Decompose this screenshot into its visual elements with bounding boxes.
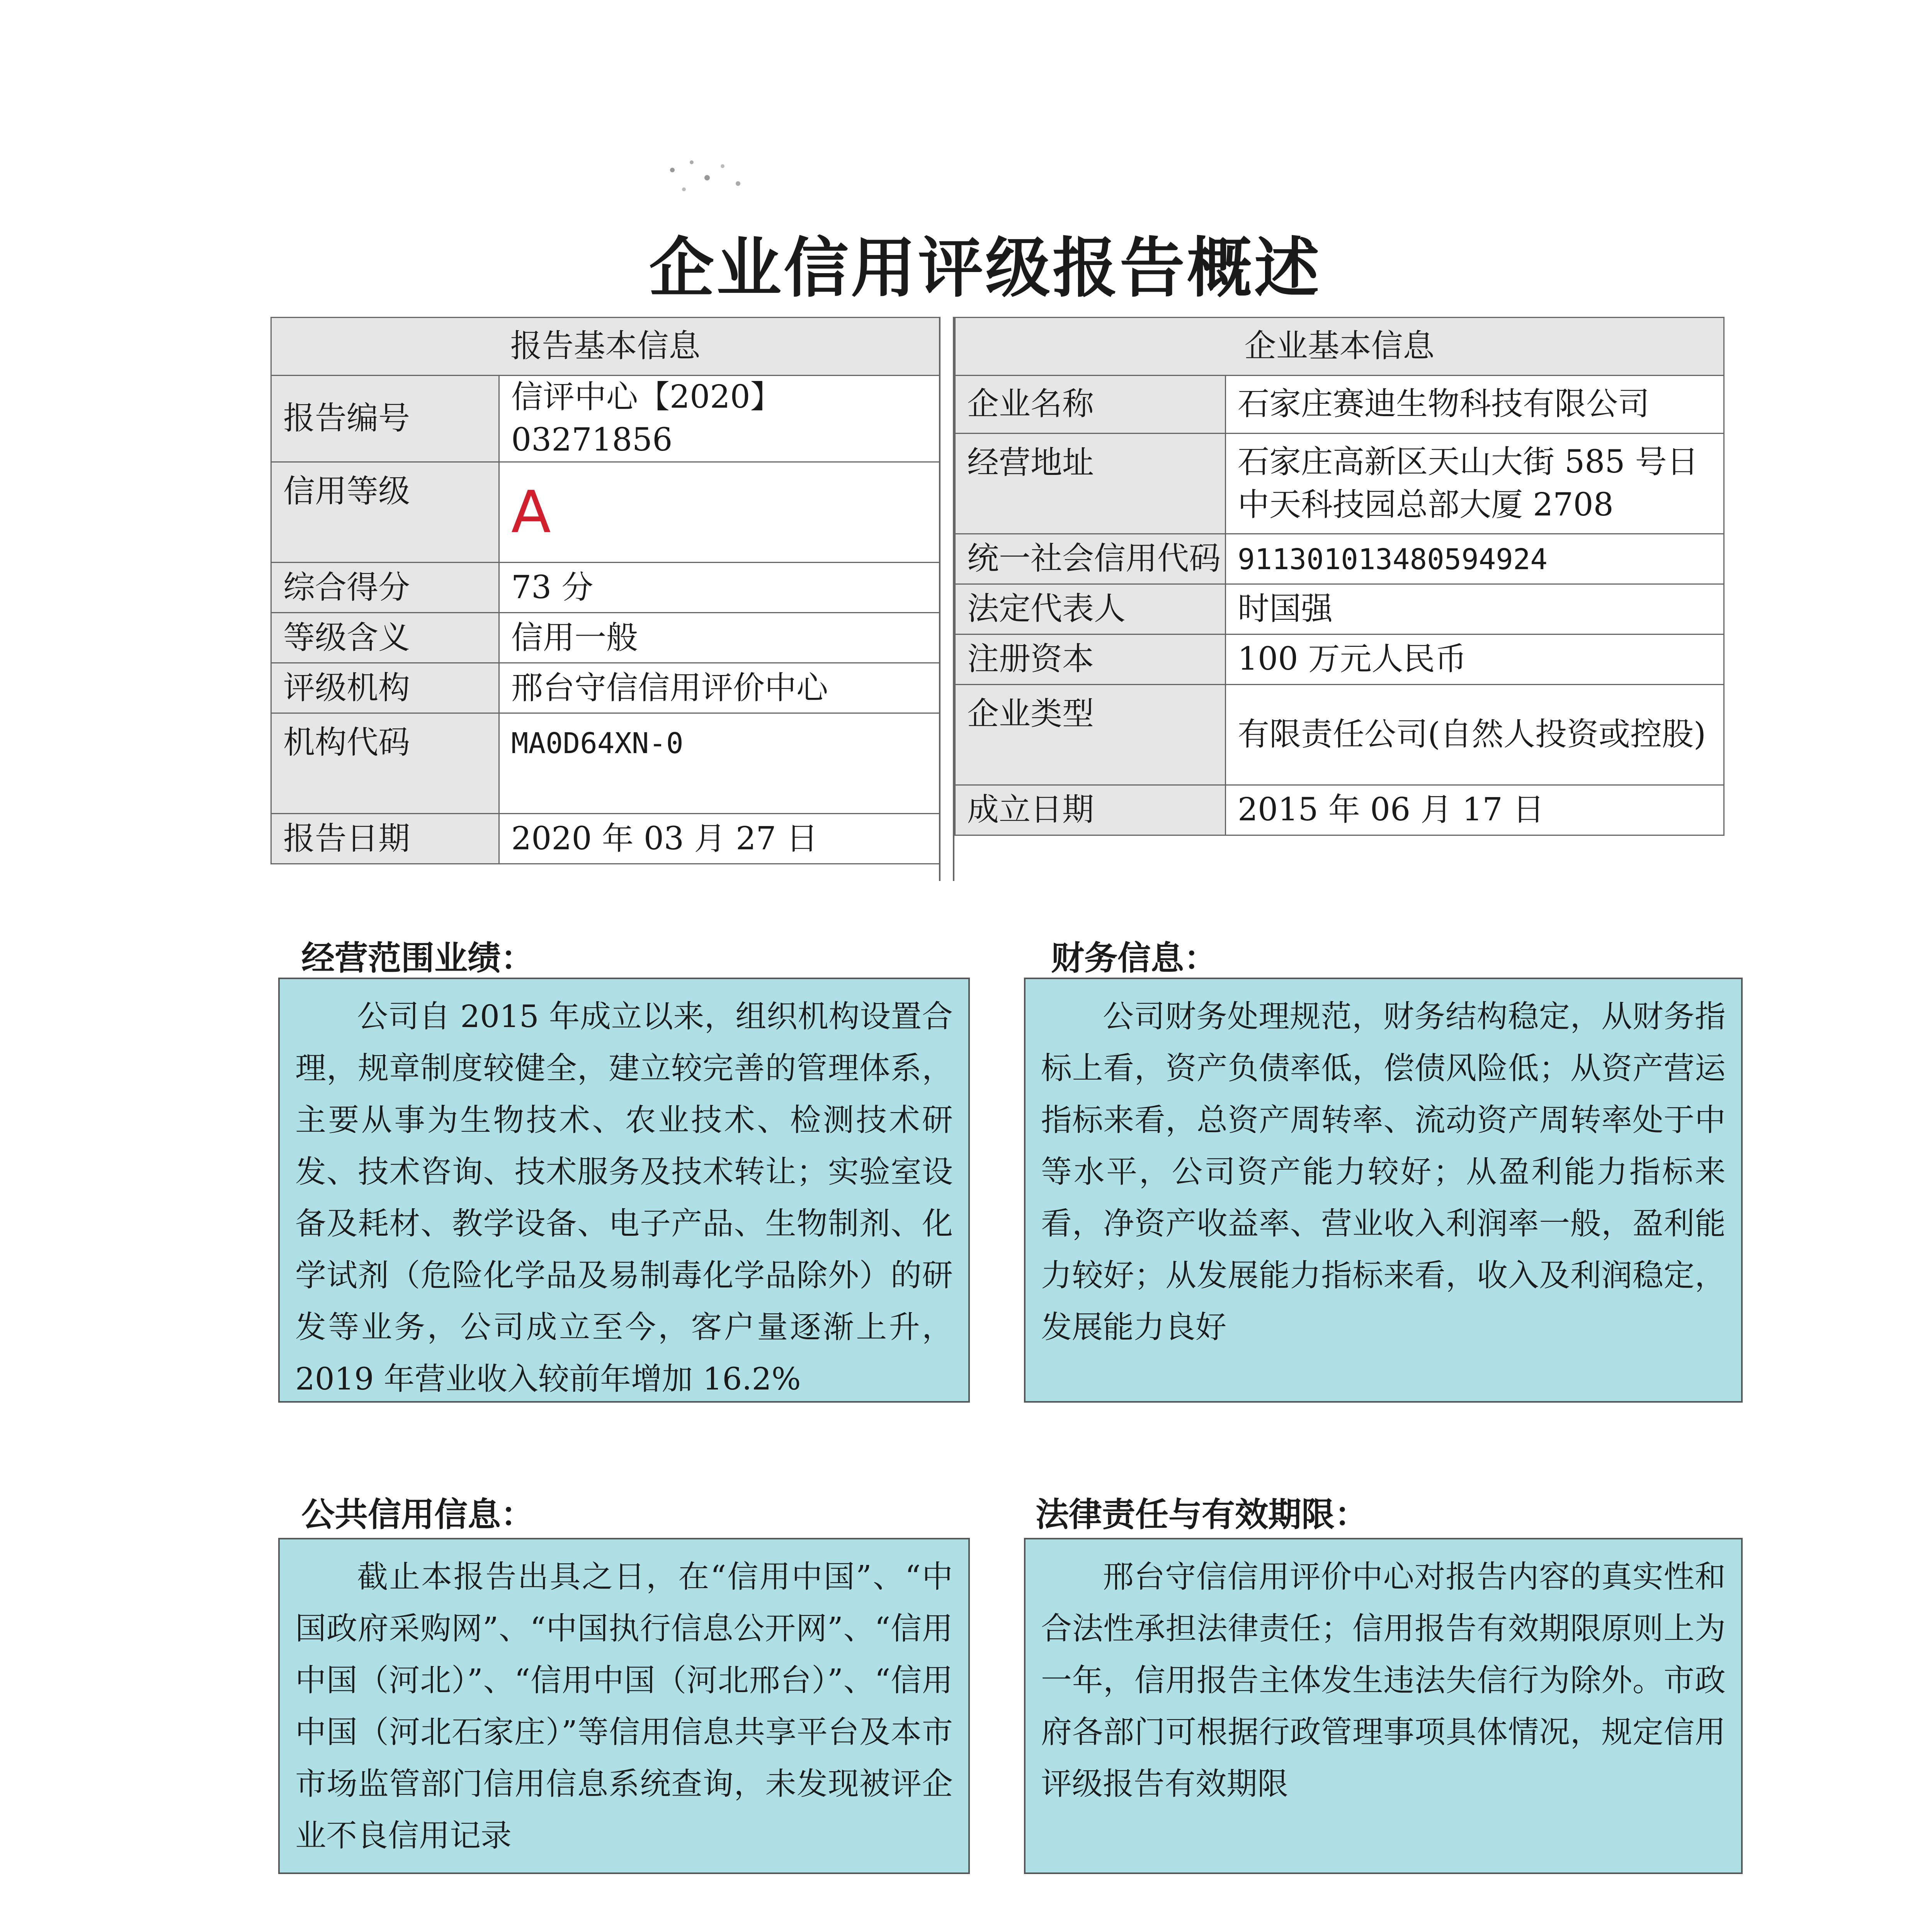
- label-founding-date: 成立日期: [955, 785, 1226, 835]
- label-score: 综合得分: [271, 563, 499, 613]
- company-info-table: [954, 317, 1725, 836]
- table-divider: [939, 317, 954, 881]
- label-credit-grade: 信用等级: [271, 462, 499, 563]
- label-company-name: 企业名称: [955, 376, 1226, 434]
- page-title: 企业信用评级报告概述: [649, 230, 1321, 306]
- company-info-header: 企业基本信息: [955, 318, 1724, 376]
- value-founding-date: 2015 年 06 月 17 日: [1226, 785, 1724, 835]
- public-credit-heading: 公共信用信息：: [301, 1495, 534, 1534]
- value-company-type: 有限责任公司(自然人投资或控股): [1226, 685, 1724, 785]
- value-score: 73 分: [499, 563, 940, 613]
- value-report-number: 信评中心【2020】03271856: [499, 376, 940, 462]
- value-report-date: 2020 年 03 月 27 日: [499, 814, 940, 864]
- label-legal-rep: 法定代表人: [955, 584, 1226, 634]
- finance-box: 公司财务处理规范，财务结构稳定，从财务指标上看，资产负债率低，偿债风险低；从资产营运指标来看，总资产周转率、流动资产周转率处于中等水平，公司资产能力较好；从盈利能力指标来看，净资产收益率、营业收入利润率一般，盈利能力较好；从发展能力指标来看，收入及利润稳定，发展能力良好: [1024, 978, 1743, 1403]
- label-rating-agency: 评级机构: [271, 663, 499, 713]
- value-business-address: 石家庄高新区天山大街 585 号日中天科技园总部大厦 2708: [1226, 434, 1724, 534]
- value-agency-code: MA0D64XN-0: [511, 727, 684, 760]
- report-info-header: 报告基本信息: [271, 318, 940, 376]
- label-agency-code: 机构代码: [271, 713, 499, 814]
- report-info-table: [270, 317, 940, 864]
- business-heading: 经营范围业绩：: [301, 939, 534, 978]
- value-credit-code: 911301013480594924: [1238, 543, 1548, 577]
- label-business-address: 经营地址: [955, 434, 1226, 534]
- label-grade-meaning: 等级含义: [271, 613, 499, 663]
- label-registered-capital: 注册资本: [955, 634, 1226, 685]
- value-company-name: 石家庄赛迪生物科技有限公司: [1226, 376, 1724, 434]
- label-report-number: 报告编号: [271, 376, 499, 462]
- scan-specks-svg: [657, 147, 757, 201]
- public-credit-box: 截止本报告出具之日，在“信用中国”、“中国政府采购网”、“中国执行信息公开网”、“信用中国（河北）”、“信用中国（河北邢台）”、“信用中国（河北石家庄）”等信用信息共享平台及本市市场监管部门信用信息系统查询，未发现被评企业不良信用记录: [278, 1538, 970, 1874]
- label-report-date: 报告日期: [271, 814, 499, 864]
- scan-specks: [657, 147, 757, 201]
- finance-heading: 财务信息：: [1051, 939, 1217, 978]
- value-registered-capital: 100 万元人民币: [1226, 634, 1724, 685]
- legal-box: 邢台守信信用评价中心对报告内容的真实性和合法性承担法律责任；信用报告有效期限原则上为一年，信用报告主体发生违法失信行为除外。市政府各部门可根据行政管理事项具体情况，规定信用评级报告有效期限: [1024, 1538, 1743, 1874]
- legal-heading: 法律责任与有效期限：: [1036, 1495, 1368, 1534]
- value-credit-grade: A: [511, 478, 551, 546]
- label-company-type: 企业类型: [955, 685, 1226, 785]
- business-box: 公司自 2015 年成立以来，组织机构设置合理，规章制度较健全，建立较完善的管理体系，主要从事为生物技术、农业技术、检测技术研发、技术咨询、技术服务及技术转让；实验室设备及耗材、教学设备、电子产品、生物制剂、化学试剂（危险化学品及易制毒化学品除外）的研发等业务，公司成立至今，客户量逐渐上升，2019 年营业收入较前年增加 16.2%: [278, 978, 970, 1403]
- value-rating-agency: 邢台守信信用评价中心: [499, 663, 940, 713]
- value-legal-rep: 时国强: [1226, 584, 1724, 634]
- label-credit-code: 统一社会信用代码: [955, 534, 1226, 584]
- value-grade-meaning: 信用一般: [499, 613, 940, 663]
